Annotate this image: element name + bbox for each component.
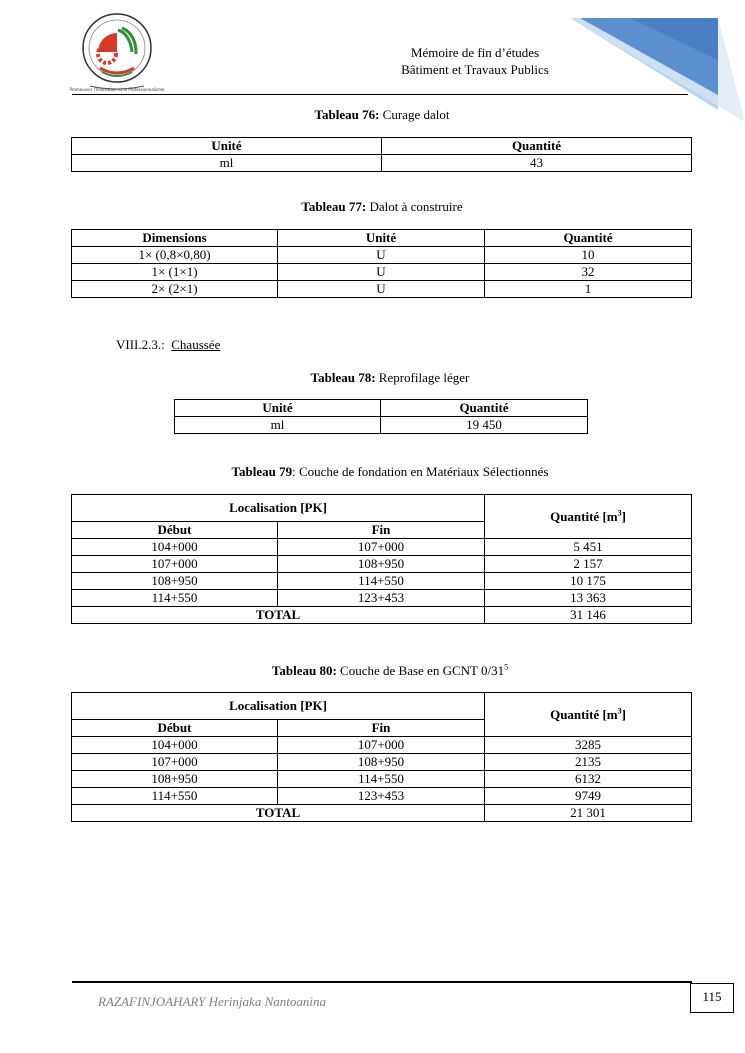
footer-author: RAZAFINJOAHARY Herinjaka Nantoanina: [98, 994, 326, 1009]
cell: U: [278, 264, 485, 281]
table-row: [72, 264, 692, 281]
table-row: [72, 155, 692, 172]
cell: 5 451: [485, 539, 692, 556]
cell: ml: [72, 155, 382, 172]
header-cell: Début: [72, 522, 278, 539]
cell: 107+000: [278, 737, 485, 754]
caption-number: Tableau 80:: [271, 663, 337, 678]
table-row: [72, 590, 692, 607]
table-row: [72, 788, 692, 805]
cell: 2× (2×1): [72, 281, 278, 298]
table-76-caption: [72, 107, 692, 123]
table-row: [72, 556, 692, 573]
table-row: [175, 417, 588, 434]
cell: 43: [382, 155, 692, 172]
total-label: TOTAL: [72, 805, 485, 822]
caption-number: Tableau 78:: [310, 370, 376, 385]
table-78: [174, 399, 588, 434]
header-cell: Dimensions: [72, 230, 278, 247]
cell: 123+453: [278, 788, 485, 805]
header-cell-localisation: Localisation [PK]: [72, 495, 485, 522]
table-76: [71, 137, 692, 172]
table-77-caption: [72, 199, 692, 215]
cell: 114+550: [72, 590, 278, 607]
table-row: [72, 737, 692, 754]
header-cell: Fin: [278, 522, 485, 539]
logo-motto: Promouvoir l'Innovation et le Professionnalisme: [69, 87, 165, 92]
cell: 104+000: [72, 539, 278, 556]
header-cell: Quantité: [485, 230, 692, 247]
table-77: [71, 229, 692, 298]
caption-title: Curage dalot: [382, 107, 450, 122]
cell: 114+550: [72, 788, 278, 805]
page-number: 115: [690, 983, 734, 1013]
header-cell: Fin: [278, 720, 485, 737]
table-row: [72, 247, 692, 264]
header-cell: Début: [72, 720, 278, 737]
total-label: TOTAL: [72, 607, 485, 624]
caption-title: Reprofilage léger: [378, 370, 470, 385]
header-cell: Unité: [72, 138, 382, 155]
cell: 114+550: [278, 573, 485, 590]
cell: 107+000: [72, 754, 278, 771]
caption-title: Couche de Base en GCNT 0/31: [340, 663, 505, 678]
caption-title: : Couche de fondation en Matériaux Sélectionnés: [292, 464, 549, 479]
cell: 123+453: [278, 590, 485, 607]
table-80-caption: [72, 663, 708, 679]
section-number: VIII.2.3.:: [116, 337, 165, 352]
table-78-caption: [72, 370, 708, 386]
cell: 104+000: [72, 737, 278, 754]
cell: U: [278, 281, 485, 298]
cell: 32: [485, 264, 692, 281]
cell: 1× (0,8×0,80): [72, 247, 278, 264]
footer-divider: [72, 981, 692, 983]
caption-number: Tableau 76:: [314, 107, 380, 122]
cell: 1× (1×1): [72, 264, 278, 281]
table-row: [72, 281, 692, 298]
cell: ml: [175, 417, 381, 434]
footnote-ref: 5: [504, 662, 509, 672]
cell: 2135: [485, 754, 692, 771]
table-79-caption: [72, 464, 708, 480]
cell: 1: [485, 281, 692, 298]
document-header: [330, 44, 620, 78]
total-value: 21 301: [485, 805, 692, 822]
table-row: [72, 573, 692, 590]
header-line-2: Bâtiment et Travaux Publics: [401, 62, 549, 77]
cell: 13 363: [485, 590, 692, 607]
table-80: [71, 692, 692, 822]
caption-number: Tableau 79: [231, 464, 293, 479]
cell: 107+000: [278, 539, 485, 556]
cell: 2 157: [485, 556, 692, 573]
section-heading: [116, 337, 220, 353]
cell: 108+950: [278, 754, 485, 771]
table-total-row: [72, 805, 692, 822]
caption-number: Tableau 77:: [301, 199, 367, 214]
cell: 10 175: [485, 573, 692, 590]
cell: 107+000: [72, 556, 278, 573]
cell: 108+950: [72, 573, 278, 590]
header-cell: Quantité: [382, 138, 692, 155]
cell: 10: [485, 247, 692, 264]
table-total-row: [72, 607, 692, 624]
cell: 108+950: [278, 556, 485, 573]
header-cell-localisation: Localisation [PK]: [72, 693, 485, 720]
school-emblem-icon: [69, 12, 165, 92]
table-79: [71, 494, 692, 624]
table-row: [72, 771, 692, 788]
table-row: [72, 539, 692, 556]
cell: U: [278, 247, 485, 264]
total-value: 31 146: [485, 607, 692, 624]
cell: 108+950: [72, 771, 278, 788]
header-cell: Unité: [278, 230, 485, 247]
cell: 3285: [485, 737, 692, 754]
header-divider: [72, 94, 688, 95]
table-row: [72, 754, 692, 771]
header-cell: Quantité: [381, 400, 588, 417]
header-cell: Unité: [175, 400, 381, 417]
cell: 114+550: [278, 771, 485, 788]
header-cell-quantity: Quantité $[m^3]$: [485, 495, 692, 539]
header-cell-quantity: Quantité $[m^3]$: [485, 693, 692, 737]
caption-title: Dalot à construire: [369, 199, 463, 214]
cell: 9749: [485, 788, 692, 805]
section-title: Chaussée: [171, 337, 221, 352]
cell: 6132: [485, 771, 692, 788]
header-line-1: Mémoire de fin d’études: [410, 45, 540, 60]
cell: 19 450: [381, 417, 588, 434]
